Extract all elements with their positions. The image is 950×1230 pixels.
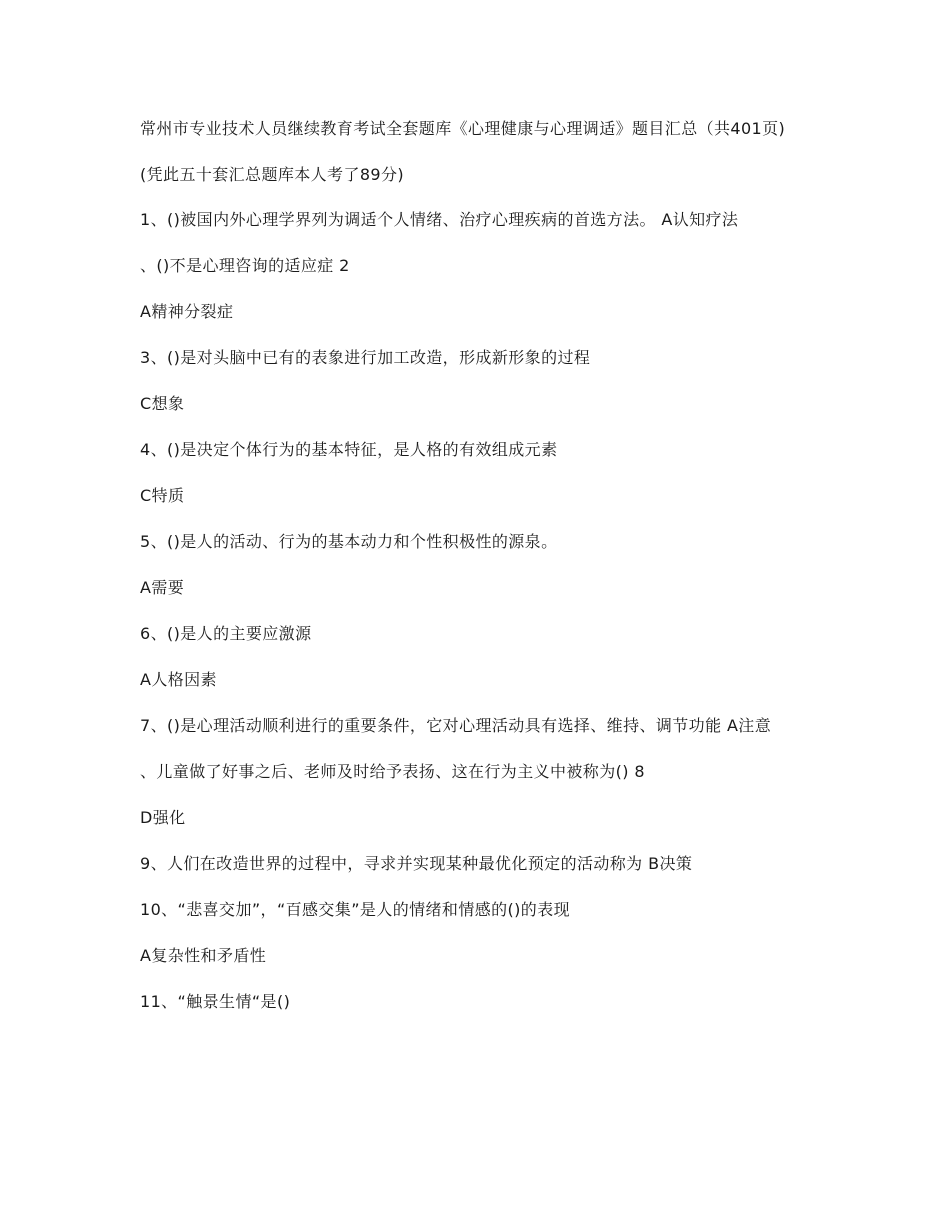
- question-1: 1、()被国内外心理学界列为调适个人情绪、治疗心理疾病的首选方法。 A认知疗法: [140, 210, 739, 229]
- question-3: 3、()是对头脑中已有的表象进行加工改造，形成新形象的过程: [140, 348, 591, 367]
- document-body: [140, 117, 812, 1036]
- question-5: 5、()是人的活动、行为的基本动力和个性积极性的源泉。: [140, 532, 558, 551]
- answer-5: A需要: [140, 578, 185, 597]
- question-8: 、儿童做了好事之后、老师及时给予表扬、这在行为主义中被称为() 8: [140, 762, 645, 781]
- document-title: 常州市专业技术人员继续教育考试全套题库《心理健康与心理调适》题目汇总（共401页): [140, 119, 786, 138]
- question-4: 4、()是决定个体行为的基本特征，是人格的有效组成元素: [140, 440, 558, 459]
- answer-6: A人格因素: [140, 670, 217, 689]
- answer-2: A精神分裂症: [140, 302, 234, 321]
- answer-8: D强化: [140, 808, 186, 827]
- document-subtitle: (凭此五十套汇总题库本人考了89分): [140, 165, 405, 184]
- question-6: 6、()是人的主要应激源: [140, 624, 312, 643]
- answer-4: C特质: [140, 486, 185, 505]
- question-7: 7、()是心理活动顺利进行的重要条件，它对心理活动具有选择、维持、调节功能 A注意: [140, 716, 772, 735]
- answer-10: A复杂性和矛盾性: [140, 946, 267, 965]
- question-2: 、()不是心理咨询的适应症 2: [140, 256, 350, 275]
- question-9: 9、人们在改造世界的过程中，寻求并实现某种最优化预定的活动称为 B决策: [140, 854, 693, 873]
- answer-3: C想象: [140, 394, 185, 413]
- question-11: 11、“触景生情“是(): [140, 992, 291, 1011]
- question-10: 10、“悲喜交加”，“百感交集”是人的情绪和情感的()的表现: [140, 900, 571, 919]
